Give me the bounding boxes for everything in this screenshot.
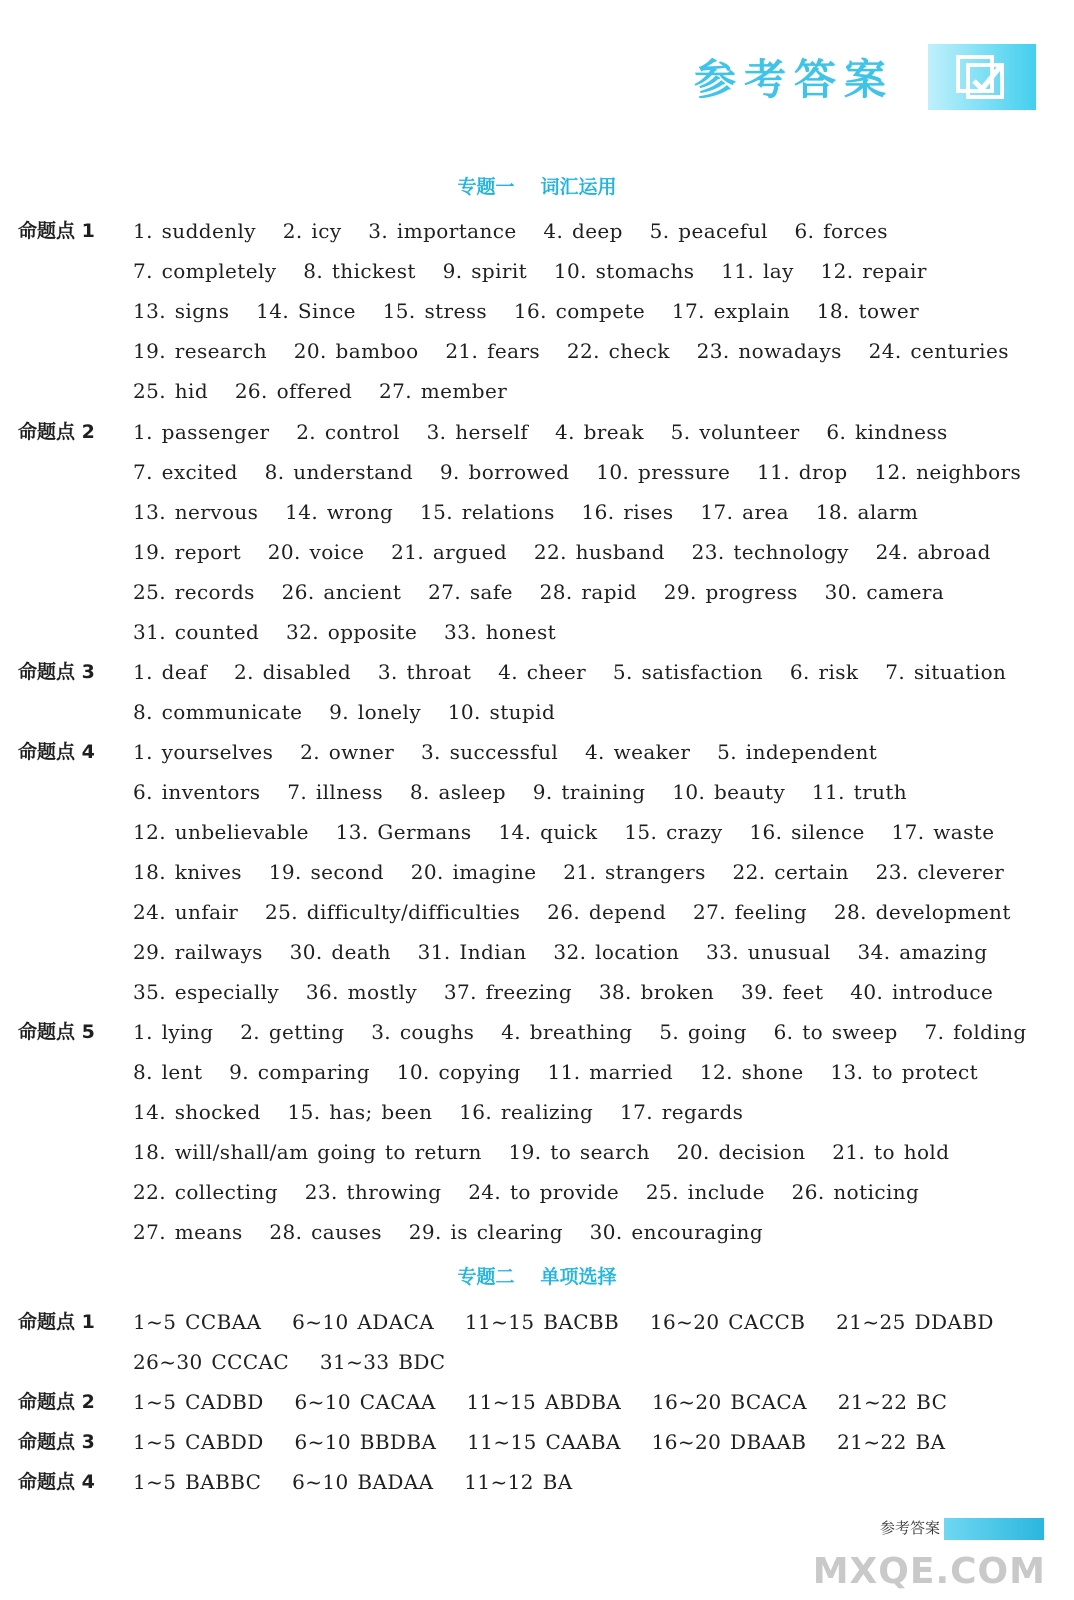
answer-range: 6~10 CACAA [294,1390,436,1414]
answer-item: 11. truth [811,780,908,804]
answer-group [18,412,1048,652]
answer-item: 37. freezing [443,980,573,1004]
answer-group [18,1422,1048,1462]
answer-item: 28. causes [269,1220,382,1244]
answer-item: 12. unbelievable [133,820,309,844]
answer-item: 16. realizing [459,1100,594,1124]
answer-range: 6~10 BADAA [292,1470,434,1494]
answer-item: 9. lonely [329,700,422,724]
answer-item: 6. inventors [133,780,261,804]
answer-range: 26~30 CCCAC [133,1350,290,1374]
answer-item: 13. Germans [335,820,472,844]
answer-item: 26. ancient [281,580,402,604]
group-label: 命题点 1 [18,220,95,242]
footer-label: 参考答案 [879,1519,940,1537]
answer-item: 5. independent [717,740,878,764]
answer-item: 13. signs [133,299,230,323]
answer-item: 21. argued [391,540,508,564]
answer-item: 17. waste [891,820,995,844]
answer-item: 1. lying [133,1020,214,1044]
group-label: 命题点 2 [18,1391,95,1413]
answer-item: 18. tower [816,299,920,323]
answer-item: 6. to sweep [773,1020,898,1044]
answer-item: 27. means [133,1220,243,1244]
answer-item: 20. decision [676,1140,806,1164]
watermark: MXQE.COM [812,1551,1046,1592]
answer-item: 3. coughs [371,1020,475,1044]
answer-item: 40. introduce [850,980,994,1004]
answer-item: 12. repair [820,259,927,283]
answer-item: 4. deep [543,219,623,243]
answer-item: 13. nervous [133,500,259,524]
answer-item: 20. voice [267,540,365,564]
answer-item: 32. location [553,940,680,964]
answer-item: 10. beauty [672,780,786,804]
answer-item: 9. spirit [442,259,528,283]
answer-item: 10. copying [396,1060,521,1084]
answer-item: 16. silence [749,820,865,844]
answer-item: 31. counted [133,620,260,644]
answer-range: 21~22 BC [837,1390,948,1414]
answer-item: 25. include [645,1180,765,1204]
section-title [0,172,1074,199]
answer-item: 4. breathing [501,1020,633,1044]
group-label: 命题点 2 [18,421,95,443]
answer-item: 4. break [554,420,644,444]
answer-item: 11. drop [756,460,848,484]
answer-list [133,1382,1048,1422]
answer-item: 34. amazing [857,940,988,964]
answer-item: 7. illness [287,780,384,804]
answer-range: 16~20 CACCB [649,1310,806,1334]
answer-item: 2. control [296,420,400,444]
answer-item: 10. stomachs [553,259,695,283]
answer-range: 6~10 BBDBA [294,1430,437,1454]
answer-item: 10. pressure [596,460,731,484]
answer-item: 25. difficulty/difficulties [264,900,521,924]
page-title: 参考答案 [693,55,894,104]
answer-item: 5. going [659,1020,747,1044]
answer-item: 16. rises [581,500,674,524]
answer-item: 24. unfair [133,900,239,924]
section-name: 专题一 [457,176,515,198]
answer-item: 26. noticing [791,1180,920,1204]
answer-item: 18. knives [133,860,242,884]
answer-item: 22. collecting [133,1180,278,1204]
answer-item: 19. research [133,339,268,363]
answer-item: 15. relations [420,500,555,524]
answer-item: 30. encouraging [589,1220,764,1244]
answer-item: 8. asleep [409,780,506,804]
answer-item: 1. suddenly [133,219,257,243]
group-label: 命题点 3 [18,661,95,683]
section-heading: 单项选择 [540,1266,617,1288]
answer-item: 21. to hold [832,1140,950,1164]
answer-item: 14. wrong [285,500,394,524]
answer-item: 3. successful [420,740,559,764]
answer-item: 38. broken [598,980,715,1004]
answer-range: 1~5 CCBAA [133,1310,262,1334]
answer-item: 4. cheer [498,660,587,684]
answer-list [133,1422,1048,1462]
answer-item: 27. feeling [692,900,808,924]
section-title [0,1262,1074,1289]
answer-item: 35. especially [133,980,280,1004]
answer-item: 23. nowadays [696,339,842,363]
answer-item: 17. area [700,500,789,524]
answer-range: 21~22 BA [837,1430,946,1454]
answer-item: 2. icy [282,219,342,243]
answer-list [133,412,1048,652]
answer-item: 6. forces [794,219,888,243]
answer-range: 6~10 ADACA [292,1310,435,1334]
answer-list [133,1462,1048,1502]
answer-item: 29. is clearing [408,1220,563,1244]
answer-range: 11~12 BA [464,1470,573,1494]
answer-item: 12. shone [699,1060,804,1084]
group-label: 命题点 5 [18,1021,95,1043]
answer-item: 8. thickest [303,259,416,283]
answer-item: 21. fears [445,339,541,363]
answer-item: 9. training [532,780,646,804]
answer-item: 30. camera [824,580,945,604]
answer-item: 3. herself [426,420,529,444]
answer-item: 18. alarm [815,500,919,524]
group-label: 命题点 1 [18,1311,95,1333]
answer-item: 23. throwing [304,1180,442,1204]
answer-group [18,1382,1048,1422]
answer-item: 17. regards [620,1100,744,1124]
answer-item: 29. progress [663,580,798,604]
answer-item: 19. report [133,540,242,564]
answer-group [18,211,1048,411]
answer-item: 24. centuries [868,339,1009,363]
answer-item: 2. owner [300,740,395,764]
answer-list [133,1302,1048,1382]
answer-group [18,732,1048,1012]
answer-item: 33. honest [443,620,557,644]
answer-item: 30. death [289,940,391,964]
group-label: 命题点 4 [18,741,95,763]
answer-item: 14. shocked [133,1100,261,1124]
answer-item: 11. married [547,1060,674,1084]
answer-item: 26. offered [234,379,353,403]
answer-item: 11. lay [721,259,794,283]
answer-item: 28. rapid [539,580,637,604]
answer-item: 7. situation [885,660,1007,684]
answer-list [133,652,1048,732]
answer-item: 10. stupid [447,700,556,724]
answer-item: 21. strangers [563,860,706,884]
answer-item: 17. explain [671,299,790,323]
answer-item: 24. to provide [468,1180,620,1204]
answer-group [18,652,1048,732]
answer-item: 7. excited [133,460,238,484]
answer-item: 12. neighbors [874,460,1022,484]
answer-item: 23. cleverer [875,860,1005,884]
answer-item: 3. throat [377,660,472,684]
answer-item: 14. quick [498,820,598,844]
answer-range: 21~25 DDABD [836,1310,994,1334]
answer-item: 25. hid [133,379,209,403]
answer-item: 1. passenger [133,420,270,444]
answer-item: 8. lent [133,1060,203,1084]
answer-item: 16. compete [513,299,646,323]
answer-item: 15. has; been [287,1100,433,1124]
answer-item: 19. to search [508,1140,650,1164]
answer-item: 19. second [268,860,384,884]
answer-item: 39. feet [740,980,824,1004]
answer-item: 22. check [566,339,670,363]
answer-item: 1. deaf [133,660,208,684]
answer-item: 13. to protect [830,1060,979,1084]
answer-item: 3. importance [368,219,517,243]
answer-list [133,211,1048,411]
answer-range: 11~15 ABDBA [466,1390,622,1414]
answer-item: 26. depend [547,900,667,924]
answer-item: 5. volunteer [670,420,800,444]
answer-range: 1~5 CABDD [133,1430,264,1454]
answer-item: 28. development [833,900,1011,924]
footer-bar [944,1518,1044,1540]
checklist-icon [928,44,1036,110]
answer-item: 33. unusual [706,940,831,964]
answer-group [18,1302,1048,1382]
answer-item: 5. satisfaction [612,660,764,684]
answer-item: 7. folding [924,1020,1027,1044]
answer-item: 18. will/shall/am going to return [133,1140,482,1164]
answer-item: 31. Indian [417,940,527,964]
answer-item: 8. communicate [133,700,303,724]
answer-group [18,1462,1048,1502]
answer-item: 36. mostly [305,980,418,1004]
section-name: 专题二 [457,1266,515,1288]
answer-item: 6. kindness [826,420,948,444]
answer-range: 16~20 BCACA [651,1390,807,1414]
answer-item: 14. Since [256,299,356,323]
answer-item: 15. stress [382,299,488,323]
answer-list [133,732,1048,1012]
answer-item: 27. safe [428,580,513,604]
answer-item: 22. certain [732,860,849,884]
answer-item: 25. records [133,580,255,604]
answer-item: 2. disabled [233,660,352,684]
answer-range: 11~15 CAABA [467,1430,621,1454]
answer-item: 1. yourselves [133,740,274,764]
answer-item: 20. imagine [410,860,537,884]
answer-item: 22. husband [533,540,665,564]
page-header [694,44,1036,110]
answer-item: 29. railways [133,940,263,964]
answer-range: 11~15 BACBB [464,1310,620,1334]
answer-item: 8. understand [264,460,414,484]
group-label: 命题点 3 [18,1431,95,1453]
answer-item: 5. peaceful [649,219,768,243]
section-heading: 词汇运用 [540,176,617,198]
answer-item: 6. risk [789,660,859,684]
answer-range: 16~20 DBAAB [651,1430,807,1454]
answer-item: 24. abroad [875,540,991,564]
answer-item: 4. weaker [584,740,691,764]
answer-item: 2. getting [240,1020,345,1044]
answer-item: 20. bamboo [293,339,419,363]
answer-item: 32. opposite [286,620,418,644]
answer-range: 31~33 BDC [319,1350,446,1374]
answer-item: 23. technology [691,540,849,564]
answer-item: 27. member [379,379,508,403]
group-label: 命题点 4 [18,1471,95,1493]
answer-item: 15. crazy [624,820,723,844]
answer-item: 7. completely [133,259,277,283]
answer-item: 9. borrowed [439,460,570,484]
answer-list [133,1012,1048,1252]
answer-group [18,1012,1048,1252]
answer-item: 9. comparing [229,1060,370,1084]
answer-range: 1~5 CADBD [133,1390,264,1414]
answer-range: 1~5 BABBC [133,1470,262,1494]
